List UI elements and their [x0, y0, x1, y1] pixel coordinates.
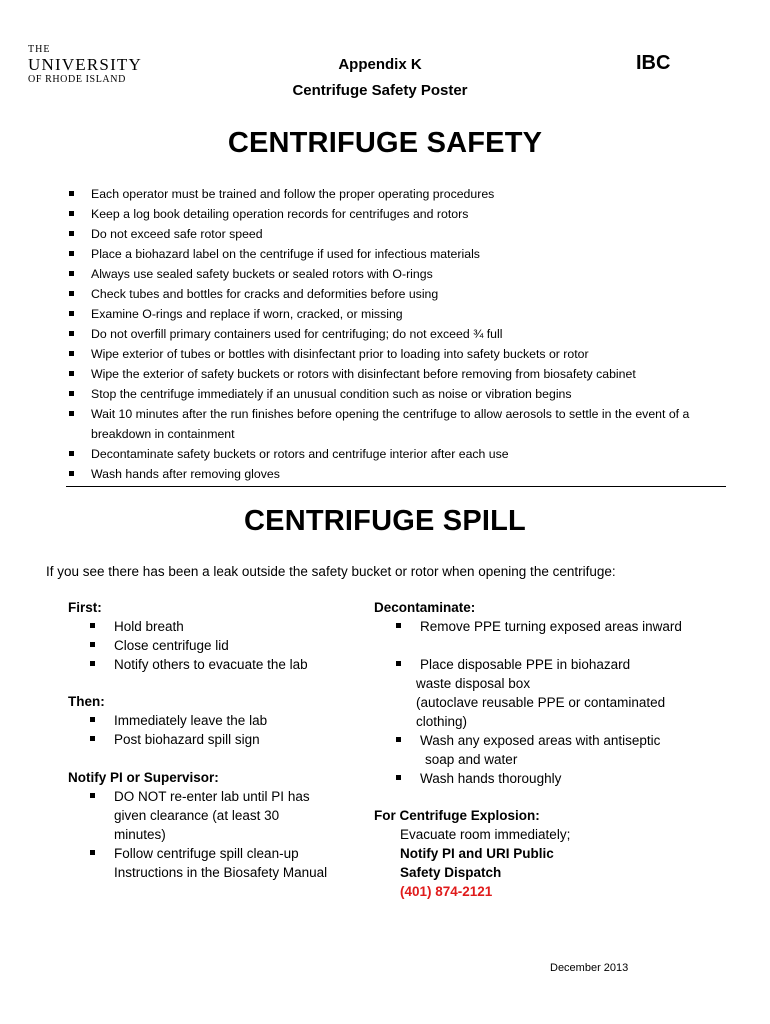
first-item: Hold breath: [68, 617, 358, 636]
explosion-line: Safety Dispatch: [400, 865, 502, 880]
safety-item: Wipe the exterior of safety buckets or rotors with disinfectant before removing from biosafety cabinet: [64, 364, 734, 384]
first-section: [68, 598, 358, 674]
section-divider: [66, 486, 726, 487]
notify-list: [68, 787, 368, 882]
decontaminate-item: Wash hands thoroughly: [374, 769, 704, 788]
then-section: [68, 692, 358, 749]
decontaminate-item-line: clothing): [416, 714, 468, 729]
safety-item: Wait 10 minutes after the run finishes before opening the centrifuge to allow aerosols to settle in the event of a breakdown in containment: [64, 404, 734, 444]
notify-heading: Notify PI or Supervisor:: [68, 770, 219, 785]
decontaminate-item-line: (autoclave reusable PPE or contaminated: [416, 695, 666, 710]
notify-item: [68, 787, 368, 844]
decontaminate-item-line: soap and water: [425, 752, 518, 767]
safety-item: Keep a log book detailing operation records for centrifuges and rotors: [64, 204, 734, 224]
decontaminate-item: [374, 655, 704, 731]
safety-item: Stop the centrifuge immediately if an unusual condition such as noise or vibration begins: [64, 384, 734, 404]
safety-heading: CENTRIFUGE SAFETY: [227, 127, 543, 159]
decontaminate-item-line: waste disposal box: [416, 676, 531, 691]
explosion-heading: For Centrifuge Explosion:: [374, 808, 540, 823]
appendix-title: Appendix K: [338, 56, 422, 73]
decontaminate-section: [374, 598, 704, 788]
explosion-section: [374, 806, 704, 901]
notify-item-line: given clearance (at least 30: [114, 808, 280, 823]
spill-heading: CENTRIFUGE SPILL: [244, 505, 526, 537]
notify-item-line: Follow centrifuge spill clean-up: [114, 846, 299, 861]
safety-item: Decontaminate safety buckets or rotors and centrifuge interior after each use: [64, 444, 734, 464]
safety-item: Always use sealed safety buckets or sealed rotors with O-rings: [64, 264, 734, 284]
explosion-line: Evacuate room immediately;: [400, 827, 571, 842]
decontaminate-item: [374, 731, 704, 769]
first-item: Close centrifuge lid: [68, 636, 358, 655]
decontaminate-heading: Decontaminate:: [374, 600, 476, 615]
safety-item: Do not exceed safe rotor speed: [64, 224, 734, 244]
notify-item: [68, 844, 368, 882]
logo-line-university: UNIVERSITY: [28, 55, 142, 74]
university-logo: [28, 44, 158, 86]
then-item: Post biohazard spill sign: [68, 730, 358, 749]
first-heading: First:: [68, 600, 102, 615]
logo-line-the: THE: [28, 44, 51, 55]
then-item: Immediately leave the lab: [68, 711, 358, 730]
safety-item: Place a biohazard label on the centrifuge if used for infectious materials: [64, 244, 734, 264]
notify-item-line: Instructions in the Biosafety Manual: [114, 865, 328, 880]
safety-list: [64, 184, 734, 484]
logo-line-rhode-island: OF RHODE ISLAND: [28, 74, 126, 85]
footer-date: December 2013: [550, 962, 629, 974]
spill-intro: If you see there has been a leak outside the safety bucket or rotor when opening the centrifuge:: [46, 564, 616, 579]
poster-subtitle: Centrifuge Safety Poster: [292, 82, 468, 99]
notify-item-line: minutes): [114, 827, 166, 842]
then-list: [68, 711, 358, 749]
first-item: Notify others to evacuate the lab: [68, 655, 358, 674]
decontaminate-list: [374, 617, 704, 788]
phone-number: (401) 874-2121: [400, 884, 493, 899]
safety-item: Wash hands after removing gloves: [64, 464, 734, 484]
ibc-label: IBC: [636, 52, 671, 74]
notify-item-line: DO NOT re-enter lab until PI has: [114, 789, 310, 804]
safety-item: Check tubes and bottles for cracks and deformities before using: [64, 284, 734, 304]
then-heading: Then:: [68, 694, 105, 709]
decontaminate-item-line: Place disposable PPE in biohazard: [420, 657, 631, 672]
decontaminate-item-line: Wash any exposed areas with antiseptic: [420, 733, 661, 748]
safety-item: Each operator must be trained and follow the proper operating procedures: [64, 184, 734, 204]
first-list: [68, 617, 358, 674]
explosion-line: Notify PI and URI Public: [400, 846, 554, 861]
decontaminate-item: Remove PPE turning exposed areas inward: [374, 617, 704, 636]
safety-item: Examine O-rings and replace if worn, cracked, or missing: [64, 304, 734, 324]
safety-item: Do not overfill primary containers used for centrifuging; do not exceed ¾ full: [64, 324, 734, 344]
notify-section: [68, 768, 368, 882]
safety-item: Wipe exterior of tubes or bottles with disinfectant prior to loading into safety buckets or rotor: [64, 344, 734, 364]
